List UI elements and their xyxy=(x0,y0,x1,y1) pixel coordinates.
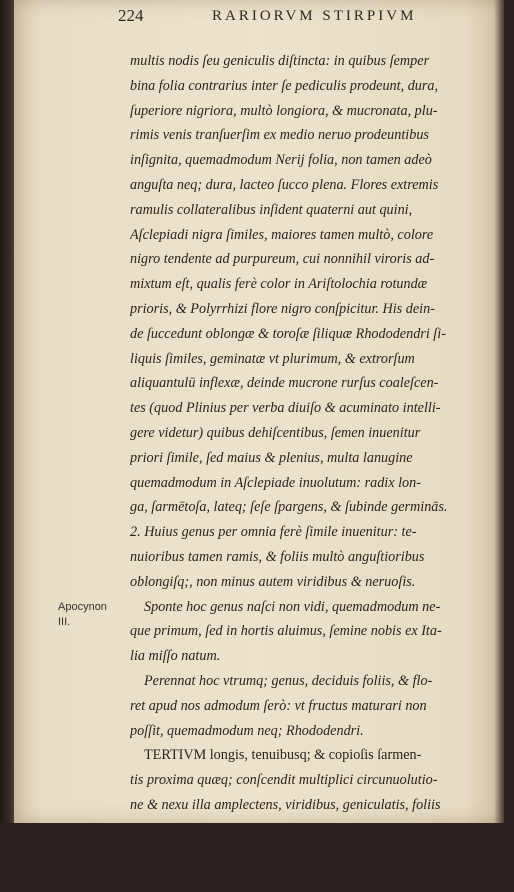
text-line: quemadmodum in Aſclepiade inuolutum: radix lon- xyxy=(130,474,421,491)
text-line: 2. Huius genus per omnia ferè ſimile inuenitur: te- xyxy=(130,524,417,541)
text-line: (quemadmodum & ſarmenta) adeò turgidis, vt vel xyxy=(130,846,412,863)
text-line: gere videtur) quibus dehiſcentibus, ſemen inuenitur xyxy=(130,424,421,441)
text-line: inſignita, quemadmodum Nerij folia, non tamen adeò xyxy=(130,152,432,169)
text-line: ramulis collateralibus inſident quaterni aut quini, xyxy=(130,201,413,218)
text-line: bina folia contrarius inter ſe pediculis prodeunt, dura, xyxy=(130,77,439,94)
text-line: Sponte hoc genus naſci non vidi, quemadmodum ne- xyxy=(144,598,441,615)
running-title: RARIORVM STIRPIVM xyxy=(212,8,417,24)
text-line: anguſta neq; dura, lacteo ſucco plena. Flores extremis xyxy=(130,176,439,193)
page-number: 224 xyxy=(118,6,144,25)
text-line: nuioribus tamen ramis, & foliis multò anguſtioribus xyxy=(130,548,425,565)
text-line: mixtum eſt, qualis ferè color in Ariſtolochia rotundæ xyxy=(130,276,428,293)
text-line: ga, ſarmētoſa, lateq; ſeſe ſpargens, & ſubinde germinās. xyxy=(130,499,448,516)
text-line: liquis ſimiles, geminatæ vt plurimum, & extrorſum xyxy=(130,350,415,367)
text-line: oblongiſq;, non minus autem viridibus & neruoſis. xyxy=(130,573,416,590)
text-line: Perennat hoc vtrumq; genus, deciduis foliis, & flo- xyxy=(144,672,433,689)
text-line: prioris, & Polyrrhizi flore nigro conſpicitur. His dein- xyxy=(130,300,435,317)
text-line: hederæ mollibus, ſed cinerei coloris, & lacteo ſucco xyxy=(130,821,425,838)
text-line: TERTIVM longis, tenuibusq; & copioſis ſarmen- xyxy=(144,747,422,764)
text-line: ret apud nos admodum ſerò: vt fructus maturari non xyxy=(130,697,427,714)
margin-note-number: III. xyxy=(58,616,71,628)
text-line: rimis venis tranſuerſim ex medio neruo prodeuntibus xyxy=(130,127,429,144)
text-line: ne & nexu illa amplectens, viridibus, geniculatis, foliis xyxy=(130,796,441,813)
body-text xyxy=(130,49,488,892)
text-line: tes (quod Plinius per verba diuiſo & acuminato intelli- xyxy=(130,400,441,417)
page-edge-shadow xyxy=(494,0,504,823)
text-line: nigro tendente ad purpureum, cui nonnihil viroris ad- xyxy=(130,251,435,268)
catchword: leuiſſimo xyxy=(437,871,488,888)
text-line: de ſuccedunt oblongæ & toroſæ ſiliquæ Rhododendri ſi- xyxy=(130,325,446,342)
page-header xyxy=(118,6,508,30)
text-line: lia miſſo natum. xyxy=(130,648,221,665)
text-line: poſſit, quemadmodum neq; Rhododendri. xyxy=(130,722,364,739)
text-line: que primum, ſed in hortis aluimus, ſemine nobis ex Ita- xyxy=(130,623,442,640)
text-line: ſuperiore nigriora, multò longiora, & mucronata, plu- xyxy=(130,102,438,119)
margin-note-apocynon: Apocynon xyxy=(58,601,107,613)
text-line: Aſclepiadi nigra ſimiles, maiores tamen multò, colore xyxy=(130,226,434,243)
text-line: aliquantulū inflexæ, deinde mucrone rurſus coaleſcen- xyxy=(130,375,439,392)
text-line: multis nodis ſeu geniculis diſtincta: in quibus ſemper xyxy=(130,53,430,69)
text-line: tis proxima quæq; conſcendit multiplici circunuolutio- xyxy=(130,772,438,789)
text-line: priori ſimile, ſed maius & plenius, multa lanugine xyxy=(130,449,413,466)
